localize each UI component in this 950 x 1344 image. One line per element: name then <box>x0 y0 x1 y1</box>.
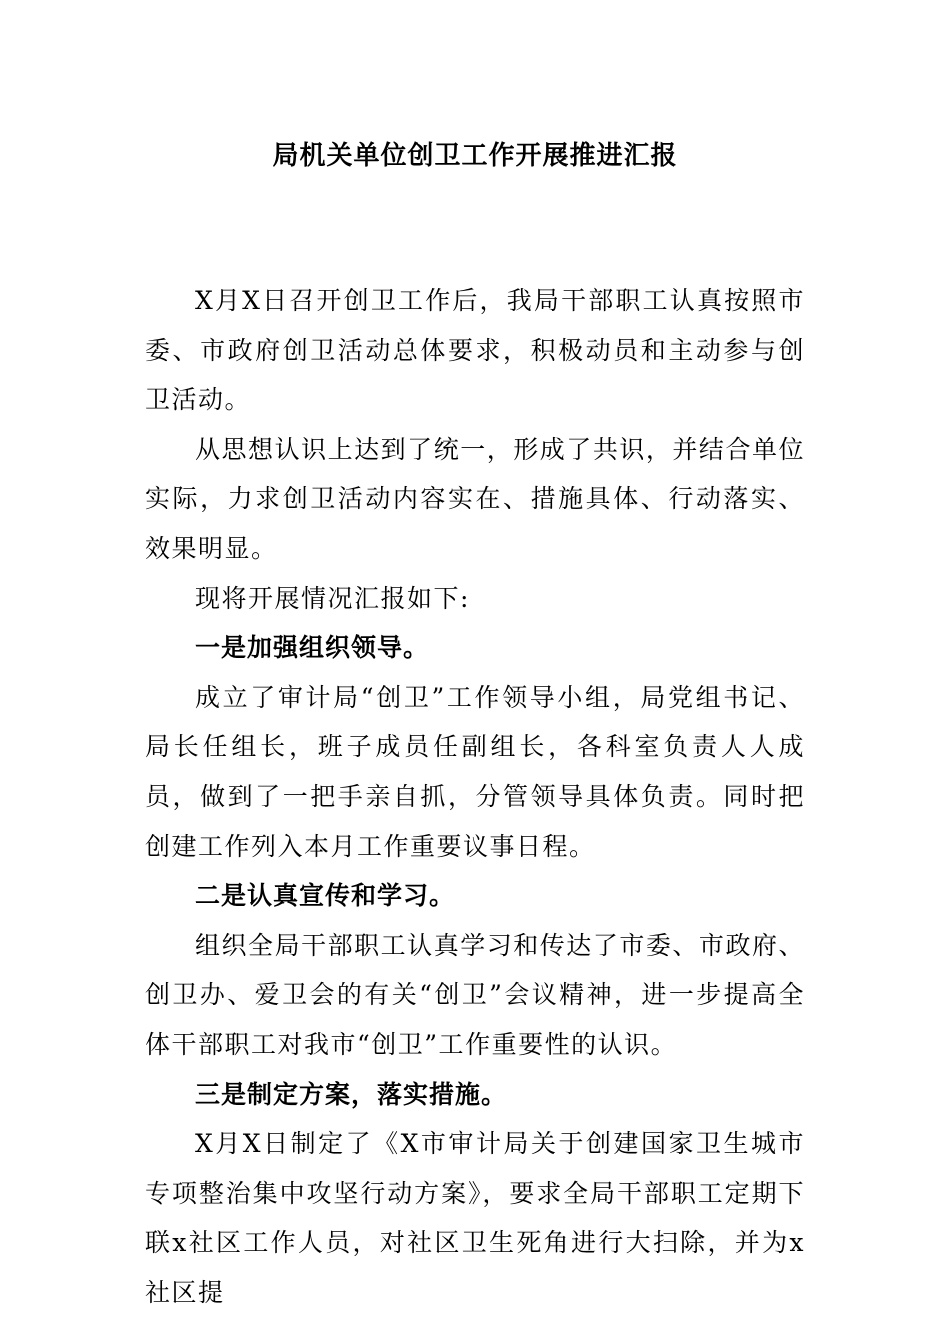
section-heading: 三是制定方案，落实措施。 <box>195 1079 508 1109</box>
section-paragraph: X月X日制定了《X市审计局关于创建国家卫生城市专项整治集中攻坚行动方案》，要求全局干部职工定期下联x社区工作人员，对社区卫生死角进行大扫除，并为x社区提 <box>145 1129 805 1307</box>
intro-paragraph: 从思想认识上达到了统一，形成了共识，并结合单位实际，力求创卫活动内容实在、措施具体、行动落实、效果明显。 <box>145 434 805 563</box>
document-body <box>145 276 805 1317</box>
intro-paragraph: X月X日召开创卫工作后，我局干部职工认真按照市委、市政府创卫活动总体要求，积极动员和主动参与创卫活动。 <box>145 286 805 415</box>
intro-paragraph: 现将开展情况汇报如下: <box>195 583 470 613</box>
document-title: 局机关单位创卫工作开展推进汇报 <box>272 141 678 171</box>
section-paragraph: 成立了审计局“创卫”工作领导小组，局党组书记、局长任组长，班子成员任副组长，各科室负责人人成员，做到了一把手亲自抓，分管领导具体负责。同时把创建工作列入本月工作重要议事日程。 <box>145 682 805 861</box>
section-heading: 一是加强组织领导。 <box>195 633 430 663</box>
section-paragraph: 组织全局干部职工认真学习和传达了市委、市政府、创卫办、爱卫会的有关“创卫”会议精神，进一步提高全体干部职工对我市“创卫”工作重要性的认识。 <box>145 930 805 1059</box>
section-heading: 二是认真宣传和学习。 <box>195 881 456 911</box>
